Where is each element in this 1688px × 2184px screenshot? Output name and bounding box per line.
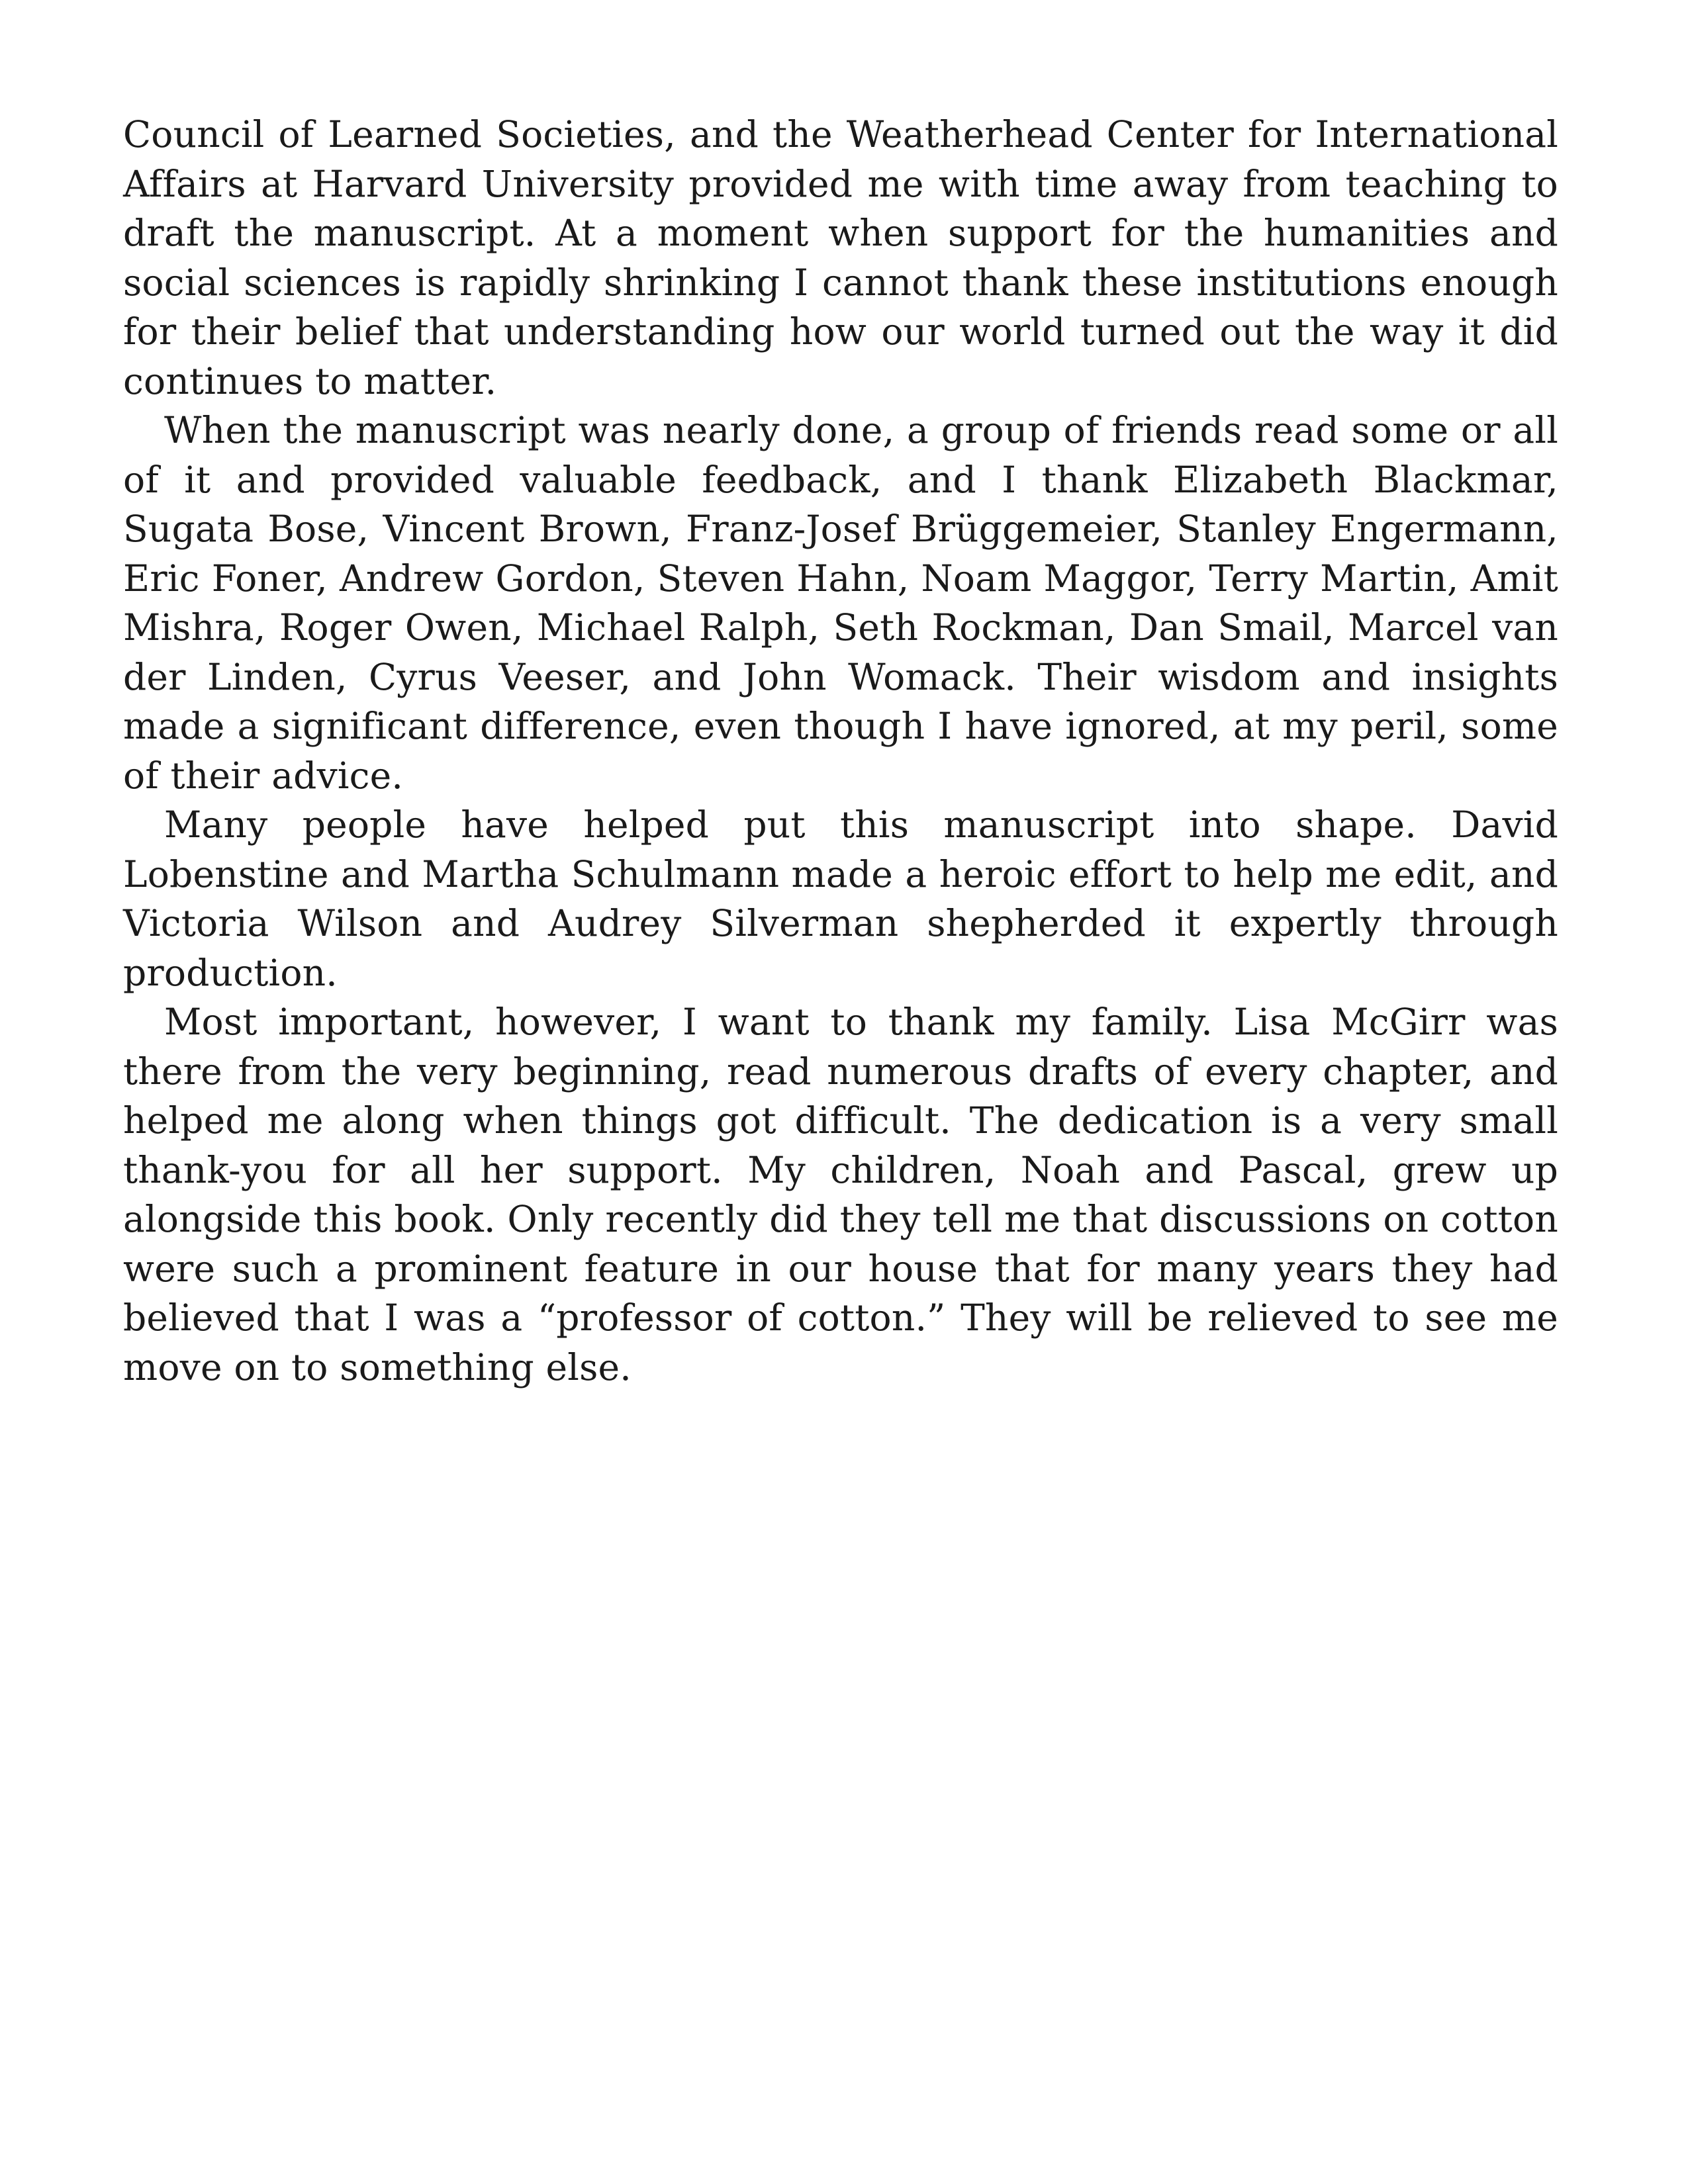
paragraph-editors: Many people have helped put this manuscript into shape. David Lobenstine and Martha Schulmann made a heroic effort to help me edit, and Victoria Wilson and Audrey Silverman shepherded it expertly through production. [123, 803, 1558, 994]
body-text [123, 110, 1558, 1392]
paragraph-reviewers: When the manuscript was nearly done, a group of friends read some or all of it and provided valuable feedback, and I thank Elizabeth Blackmar, Sugata Bose, Vincent Brown, Franz-Josef Brüggemeier, Stanley Engermann, Eric Foner, Andrew Gordon, Steven Hahn, Noam Maggor, Terry Martin, Amit Mishra, Roger Owen, Michael Ralph, Seth Rockman, Dan Smail, Marcel van der Linden, Cyrus Veeser, and John Womack. Their wisdom and insights made a significant difference, even though I have ignored, at my peril, some of their advice. [123, 409, 1558, 797]
paragraph-family: Most important, however, I want to thank my family. Lisa McGirr was there from the very beginning, read numerous drafts of every chapter, and helped me along when things got difficult. The dedication is a very small thank-you for all her support. My children, Noah and Pascal, grew up alongside this book. Only recently did they tell me that discussions on cotton were such a prominent feature in our house that for many years they had believed that I was a “professor of cotton.” They will be relieved to see me move on to something else. [123, 1001, 1558, 1388]
paragraph-continued: Council of Learned Societies, and the Weatherhead Center for International Affairs at Harvard University provided me with time away from teaching to draft the manuscript. At a moment when support for the humanities and social sciences is rapidly shrinking I cannot thank these institutions enough for their belief that understanding how our world turned out the way it did continues to matter. [123, 113, 1558, 402]
